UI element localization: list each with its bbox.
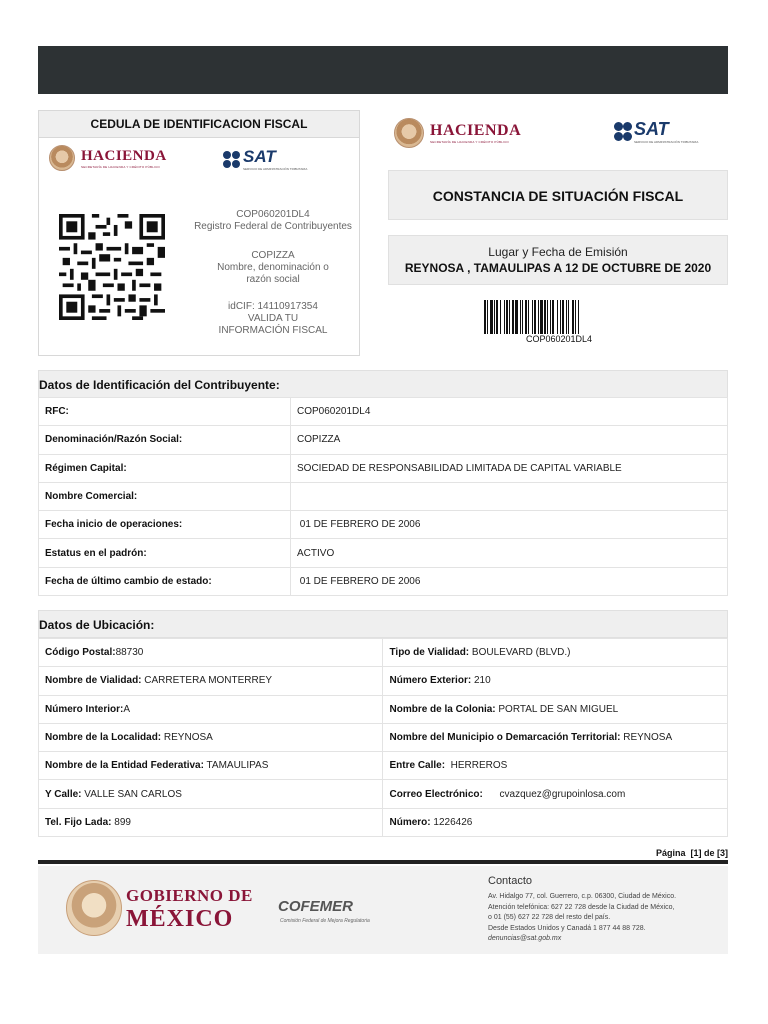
table-row bbox=[39, 752, 728, 780]
location-cell bbox=[383, 808, 728, 836]
barcode-icon bbox=[484, 300, 634, 334]
document-title: CONSTANCIA DE SITUACIÓN FISCAL bbox=[388, 170, 728, 220]
table-row bbox=[39, 695, 728, 723]
contacto-lines bbox=[488, 892, 728, 945]
location-label: Nombre de la Localidad: bbox=[45, 732, 162, 744]
row-label: Denominación/Razón Social: bbox=[39, 426, 291, 454]
location-value: PORTAL DE SAN MIGUEL bbox=[495, 703, 619, 715]
hacienda-seal-icon bbox=[49, 145, 75, 171]
location-value: 88730 bbox=[115, 647, 144, 659]
row-value: 01 DE FEBRERO DE 2006 bbox=[291, 567, 728, 595]
location-cell bbox=[383, 752, 728, 780]
location-value: A bbox=[123, 703, 131, 715]
location-value: cvazquez@grupoinlosa.com bbox=[482, 788, 626, 800]
location-value: 1226426 bbox=[430, 816, 473, 828]
table-row bbox=[39, 454, 728, 482]
header-hacienda-subtitle: SECRETARÍA DE HACIENDA Y CRÉDITO PÚBLICO bbox=[430, 140, 509, 144]
header-hacienda-text: HACIENDA bbox=[430, 122, 522, 139]
cedula-title: CEDULA DE IDENTIFICACION FISCAL bbox=[39, 111, 359, 138]
header-sat-subtitle: SERVICIO DE ADMINISTRACIÓN TRIBUTARIA bbox=[634, 140, 699, 144]
row-value: SOCIEDAD DE RESPONSABILIDAD LIMITADA DE CAPITAL VARIABLE bbox=[291, 454, 728, 482]
card-rfc: COP060201DL4 bbox=[236, 209, 310, 220]
location-label: Correo Electrónico: bbox=[389, 788, 483, 800]
row-value: COPIZZA bbox=[291, 426, 728, 454]
row-label: Régimen Capital: bbox=[39, 454, 291, 482]
location-value: HERREROS bbox=[445, 760, 508, 772]
footer bbox=[38, 866, 728, 954]
card-idcif: idCIF: 14110917354 bbox=[228, 301, 318, 312]
row-value bbox=[291, 482, 728, 510]
hacienda-subtitle: SECRETARÍA DE HACIENDA Y CRÉDITO PÚBLICO bbox=[81, 164, 160, 169]
contacto-line: Av. Hidalgo 77, col. Guerrero, c.p. 06300, Ciudad de México. bbox=[488, 893, 677, 900]
emision-value: REYNOSA , TAMAULIPAS A 12 DE OCTUBRE DE 2020 bbox=[404, 261, 712, 275]
sat-text: SAT bbox=[243, 147, 276, 166]
table-row bbox=[39, 482, 728, 510]
sat-subtitle: SERVICIO DE ADMINISTRACIÓN TRIBUTARIA bbox=[243, 167, 308, 171]
header-sat-dots-icon bbox=[614, 122, 631, 141]
location-cell bbox=[39, 808, 383, 836]
location-cell bbox=[39, 639, 383, 667]
location-label: Nombre del Municipio o Demarcación Territorial: bbox=[389, 732, 621, 744]
location-value: 899 bbox=[111, 816, 131, 828]
hacienda-logo bbox=[49, 145, 167, 171]
location-label: Nombre de Vialidad: bbox=[45, 675, 142, 687]
row-label: Nombre Comercial: bbox=[39, 482, 291, 510]
card-valida: VALIDA TU INFORMACIÓN FISCAL bbox=[218, 313, 328, 336]
location-label: Número Exterior: bbox=[389, 675, 472, 687]
location-value: 210 bbox=[471, 675, 491, 687]
row-label: Estatus en el padrón: bbox=[39, 539, 291, 567]
identificacion-table bbox=[38, 397, 728, 596]
ubicacion-title: Datos de Ubicación: bbox=[38, 610, 728, 638]
gobierno-seal-icon bbox=[66, 880, 122, 936]
sat-logo bbox=[223, 147, 307, 171]
row-label: RFC: bbox=[39, 398, 291, 426]
table-row bbox=[39, 639, 728, 667]
hacienda-text: HACIENDA bbox=[81, 147, 167, 164]
table-row bbox=[39, 723, 728, 751]
row-label: Fecha inicio de operaciones: bbox=[39, 511, 291, 539]
table-row bbox=[39, 398, 728, 426]
contacto-line: o 01 (55) 627 22 728 del resto del país. bbox=[488, 914, 611, 921]
table-row bbox=[39, 539, 728, 567]
row-value: 01 DE FEBRERO DE 2006 bbox=[291, 511, 728, 539]
location-label: Nombre de la Entidad Federativa: bbox=[45, 760, 204, 772]
header-hacienda-logo bbox=[394, 118, 521, 148]
table-row bbox=[39, 426, 728, 454]
location-label: Número Interior: bbox=[45, 703, 124, 715]
cofemer-subtitle: Comisión Federal de Mejora Regulatoria bbox=[280, 918, 370, 924]
location-value: REYNOSA bbox=[161, 732, 213, 744]
row-value: COP060201DL4 bbox=[291, 398, 728, 426]
location-label: Nombre de la Colonia: bbox=[389, 703, 496, 715]
card-name: COPIZZA bbox=[251, 250, 295, 261]
contacto-line: Desde Estados Unidos y Canadá 1 877 44 88 728. bbox=[488, 924, 646, 932]
header-sat-text: SAT bbox=[634, 119, 669, 139]
table-row bbox=[39, 780, 728, 808]
cofemer-logo: COFEMER bbox=[278, 898, 353, 915]
gobierno-line1: GOBIERNO DE bbox=[126, 886, 253, 905]
gobierno-logo bbox=[126, 886, 253, 932]
location-label: Y Calle: bbox=[45, 788, 82, 800]
location-cell bbox=[39, 723, 383, 751]
qr-code-icon bbox=[59, 211, 165, 323]
location-value: REYNOSA bbox=[620, 732, 673, 744]
contacto-title: Contacto bbox=[488, 875, 533, 887]
location-cell bbox=[39, 780, 383, 808]
contacto-line: Atención telefónica: 627 22 728 desde la Ciudad de México, bbox=[488, 903, 675, 911]
header-sat-logo bbox=[614, 119, 698, 144]
location-cell bbox=[383, 639, 728, 667]
cedula-card bbox=[38, 110, 360, 356]
page-indicator: Página [1] de [3] bbox=[655, 848, 728, 858]
location-label: Número: bbox=[389, 816, 431, 828]
footer-divider bbox=[38, 860, 728, 864]
barcode-text: COP060201DL4 bbox=[525, 334, 593, 344]
emision-label: Lugar y Fecha de Emisión bbox=[488, 245, 628, 259]
gobierno-line2: MÉXICO bbox=[126, 906, 234, 932]
location-cell bbox=[383, 780, 728, 808]
location-label: Código Postal: bbox=[45, 647, 116, 659]
location-cell bbox=[383, 695, 728, 723]
location-value: CARRETERA MONTERREY bbox=[141, 675, 273, 687]
location-cell bbox=[383, 667, 728, 695]
location-label: Entre Calle: bbox=[389, 760, 446, 772]
row-label: Fecha de último cambio de estado: bbox=[39, 567, 291, 595]
location-value: TAMAULIPAS bbox=[203, 760, 269, 772]
table-row bbox=[39, 667, 728, 695]
sat-dots-icon bbox=[223, 151, 240, 168]
location-cell bbox=[39, 695, 383, 723]
location-cell bbox=[383, 723, 728, 751]
top-banner bbox=[38, 46, 728, 94]
location-value: VALLE SAN CARLOS bbox=[81, 788, 182, 800]
row-value: ACTIVO bbox=[291, 539, 728, 567]
location-value: BOULEVARD (BLVD.) bbox=[469, 647, 571, 659]
location-cell bbox=[39, 752, 383, 780]
location-label: Tipo de Vialidad: bbox=[389, 647, 470, 659]
identificacion-title: Datos de Identificación del Contribuyente: bbox=[38, 370, 728, 398]
ubicacion-table bbox=[38, 638, 728, 837]
contacto-email-link[interactable]: denuncias@sat.gob.mx bbox=[488, 935, 562, 942]
table-row bbox=[39, 808, 728, 836]
table-row bbox=[39, 567, 728, 595]
card-rfc-label: Registro Federal de Contribuyentes bbox=[194, 221, 352, 232]
emision-box bbox=[388, 235, 728, 285]
location-cell bbox=[39, 667, 383, 695]
header-hacienda-seal-icon bbox=[394, 118, 424, 148]
location-label: Tel. Fijo Lada: bbox=[45, 816, 112, 828]
card-name-label: Nombre, denominación o razón social bbox=[217, 262, 329, 285]
table-row bbox=[39, 511, 728, 539]
